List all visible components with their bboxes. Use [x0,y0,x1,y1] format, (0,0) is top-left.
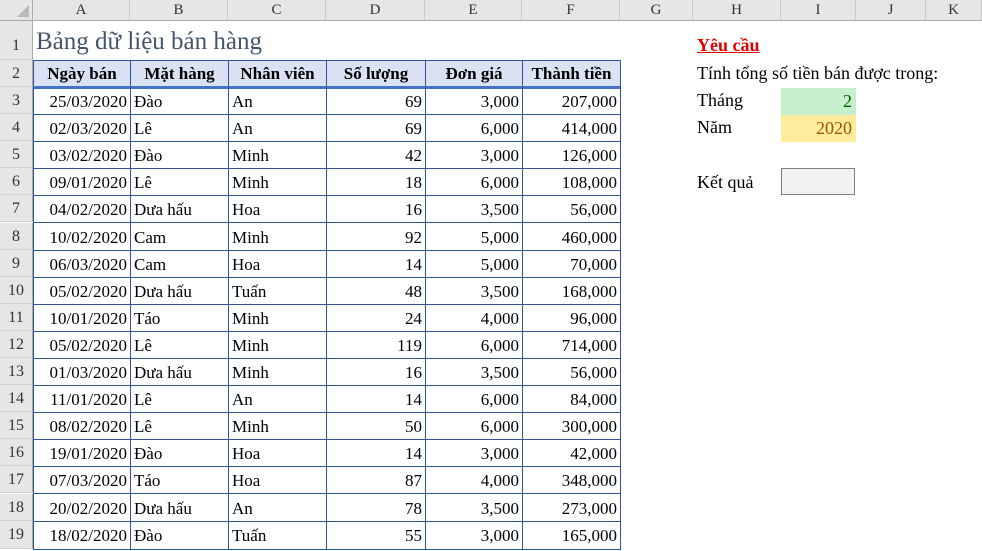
table-cell[interactable]: 56,000 [522,358,621,386]
table-cell[interactable]: Cam [130,223,229,251]
table-cell[interactable]: Dưa hấu [130,494,229,522]
table-cell[interactable]: 48 [326,277,426,305]
table-cell[interactable]: Tuấn [228,277,327,305]
month-input-cell[interactable]: 2 [781,88,856,115]
sheet-title[interactable]: Bảng dữ liệu bán hàng [36,28,263,55]
requirement-description[interactable]: Tính tổng số tiền bán được trong: [697,63,939,83]
row-header-11[interactable]: 11 [0,304,33,331]
table-cell[interactable]: 300,000 [522,412,621,440]
table-cell[interactable]: Lê [130,114,229,142]
table-cell[interactable]: 414,000 [522,114,621,142]
table-header-cell[interactable]: Đơn giá [425,60,523,88]
table-cell[interactable]: 3,500 [425,195,523,223]
table-cell[interactable]: 69 [326,114,426,142]
year-label[interactable]: Năm [697,117,732,137]
table-cell[interactable]: Đào [130,439,229,467]
table-cell[interactable]: 3,000 [425,141,523,169]
table-cell[interactable]: 3,000 [425,439,523,467]
table-cell[interactable]: Hoa [228,195,327,223]
table-cell[interactable]: 3,500 [425,494,523,522]
table-cell[interactable]: 6,000 [425,412,523,440]
table-cell[interactable]: 05/02/2020 [33,277,131,305]
table-header-cell[interactable]: Ngày bán [33,60,131,88]
table-cell[interactable]: Minh [228,331,327,359]
table-cell[interactable]: Minh [228,223,327,251]
table-cell[interactable]: Minh [228,168,327,196]
table-cell[interactable]: An [228,494,327,522]
table-cell[interactable]: 126,000 [522,141,621,169]
table-cell[interactable]: 56,000 [522,195,621,223]
row-header-10[interactable]: 10 [0,277,33,304]
table-cell[interactable]: Đào [130,521,229,550]
table-cell[interactable]: 6,000 [425,168,523,196]
table-cell[interactable]: Lê [130,385,229,413]
table-cell[interactable]: 07/03/2020 [33,466,131,494]
table-cell[interactable]: Đào [130,141,229,169]
column-header-G[interactable]: G [620,0,693,21]
table-cell[interactable]: 08/02/2020 [33,412,131,440]
row-header-9[interactable]: 9 [0,250,33,277]
table-cell[interactable]: 5,000 [425,250,523,278]
row-header-1[interactable]: 1 [0,21,33,60]
table-cell[interactable]: 19/01/2020 [33,439,131,467]
table-cell[interactable]: 16 [326,195,426,223]
table-cell[interactable]: Dưa hấu [130,358,229,386]
table-cell[interactable]: Cam [130,250,229,278]
table-cell[interactable]: 6,000 [425,114,523,142]
table-cell[interactable]: 14 [326,385,426,413]
row-header-14[interactable]: 14 [0,385,33,412]
table-cell[interactable]: Minh [228,304,327,332]
table-cell[interactable]: Hoa [228,439,327,467]
table-cell[interactable]: Hoa [228,466,327,494]
table-cell[interactable]: 24 [326,304,426,332]
table-cell[interactable]: 55 [326,521,426,550]
requirement-title[interactable]: Yêu cầu [697,35,760,55]
table-cell[interactable]: Táo [130,304,229,332]
column-header-A[interactable]: A [33,0,130,21]
result-label[interactable]: Kết quả [697,172,754,192]
table-cell[interactable]: Đào [130,87,229,115]
row-header-17[interactable]: 17 [0,466,33,493]
table-cell[interactable]: An [228,114,327,142]
table-cell[interactable]: Minh [228,358,327,386]
table-cell[interactable]: 460,000 [522,223,621,251]
row-header-4[interactable]: 4 [0,114,33,141]
table-cell[interactable]: 3,000 [425,521,523,550]
row-header-8[interactable]: 8 [0,223,33,250]
result-cell[interactable] [781,168,855,195]
column-header-K[interactable]: K [926,0,982,21]
table-cell[interactable]: 18 [326,168,426,196]
row-header-5[interactable]: 5 [0,141,33,168]
table-cell[interactable]: 4,000 [425,466,523,494]
table-header-cell[interactable]: Mặt hàng [130,60,229,88]
table-cell[interactable]: 5,000 [425,223,523,251]
table-cell[interactable]: Tuấn [228,521,327,550]
table-cell[interactable]: 348,000 [522,466,621,494]
table-cell[interactable]: 84,000 [522,385,621,413]
table-cell[interactable]: 10/02/2020 [33,223,131,251]
table-cell[interactable]: 6,000 [425,385,523,413]
table-cell[interactable]: Hoa [228,250,327,278]
table-cell[interactable]: 04/02/2020 [33,195,131,223]
table-cell[interactable]: 70,000 [522,250,621,278]
table-cell[interactable]: An [228,385,327,413]
table-cell[interactable]: Lê [130,168,229,196]
table-cell[interactable]: 4,000 [425,304,523,332]
row-header-15[interactable]: 15 [0,412,33,439]
table-cell[interactable]: Minh [228,412,327,440]
table-cell[interactable]: 42,000 [522,439,621,467]
table-cell[interactable]: 3,500 [425,358,523,386]
table-header-cell[interactable]: Thành tiền [522,60,621,88]
table-cell[interactable]: 05/02/2020 [33,331,131,359]
table-cell[interactable]: 18/02/2020 [33,521,131,550]
table-cell[interactable]: 714,000 [522,331,621,359]
table-cell[interactable]: 96,000 [522,304,621,332]
table-cell[interactable]: 03/02/2020 [33,141,131,169]
table-cell[interactable]: 14 [326,439,426,467]
column-header-C[interactable]: C [228,0,326,21]
table-cell[interactable]: 16 [326,358,426,386]
table-cell[interactable]: 11/01/2020 [33,385,131,413]
table-cell[interactable]: 78 [326,494,426,522]
table-cell[interactable]: Dưa hấu [130,277,229,305]
table-cell[interactable]: 09/01/2020 [33,168,131,196]
table-cell[interactable]: 165,000 [522,521,621,550]
table-cell[interactable]: 108,000 [522,168,621,196]
column-header-I[interactable]: I [781,0,856,21]
column-header-E[interactable]: E [425,0,522,21]
row-header-2[interactable]: 2 [0,60,33,87]
table-cell[interactable]: An [228,87,327,115]
table-cell[interactable]: 3,000 [425,87,523,115]
table-cell[interactable]: 42 [326,141,426,169]
table-cell[interactable]: 92 [326,223,426,251]
column-header-D[interactable]: D [326,0,425,21]
table-cell[interactable]: 01/03/2020 [33,358,131,386]
table-cell[interactable]: 207,000 [522,87,621,115]
table-cell[interactable]: Lê [130,412,229,440]
row-header-18[interactable]: 18 [0,494,33,521]
table-cell[interactable]: 273,000 [522,494,621,522]
row-header-6[interactable]: 6 [0,168,33,195]
row-header-16[interactable]: 16 [0,439,33,466]
column-header-H[interactable]: H [693,0,781,21]
select-all-corner[interactable] [0,0,33,21]
table-cell[interactable]: 25/03/2020 [33,87,131,115]
table-header-cell[interactable]: Số lượng [326,60,426,88]
table-cell[interactable]: 119 [326,331,426,359]
table-cell[interactable]: Táo [130,466,229,494]
column-header-F[interactable]: F [522,0,620,21]
table-cell[interactable]: 02/03/2020 [33,114,131,142]
column-header-B[interactable]: B [130,0,228,21]
table-cell[interactable]: 87 [326,466,426,494]
row-header-19[interactable]: 19 [0,521,33,549]
table-cell[interactable]: 20/02/2020 [33,494,131,522]
table-header-cell[interactable]: Nhân viên [228,60,327,88]
table-cell[interactable]: Minh [228,141,327,169]
table-cell[interactable]: 06/03/2020 [33,250,131,278]
column-header-J[interactable]: J [856,0,926,21]
row-header-7[interactable]: 7 [0,195,33,222]
table-cell[interactable]: 168,000 [522,277,621,305]
month-label[interactable]: Tháng [697,90,743,110]
table-cell[interactable]: 3,500 [425,277,523,305]
table-cell[interactable]: 6,000 [425,331,523,359]
table-cell[interactable]: Lê [130,331,229,359]
table-cell[interactable]: 14 [326,250,426,278]
table-cell[interactable]: 69 [326,87,426,115]
table-cell[interactable]: 10/01/2020 [33,304,131,332]
year-input-cell[interactable]: 2020 [781,115,856,142]
table-cell[interactable]: 50 [326,412,426,440]
row-header-3[interactable]: 3 [0,87,33,114]
row-header-13[interactable]: 13 [0,358,33,385]
row-header-12[interactable]: 12 [0,331,33,358]
table-cell[interactable]: Dưa hấu [130,195,229,223]
